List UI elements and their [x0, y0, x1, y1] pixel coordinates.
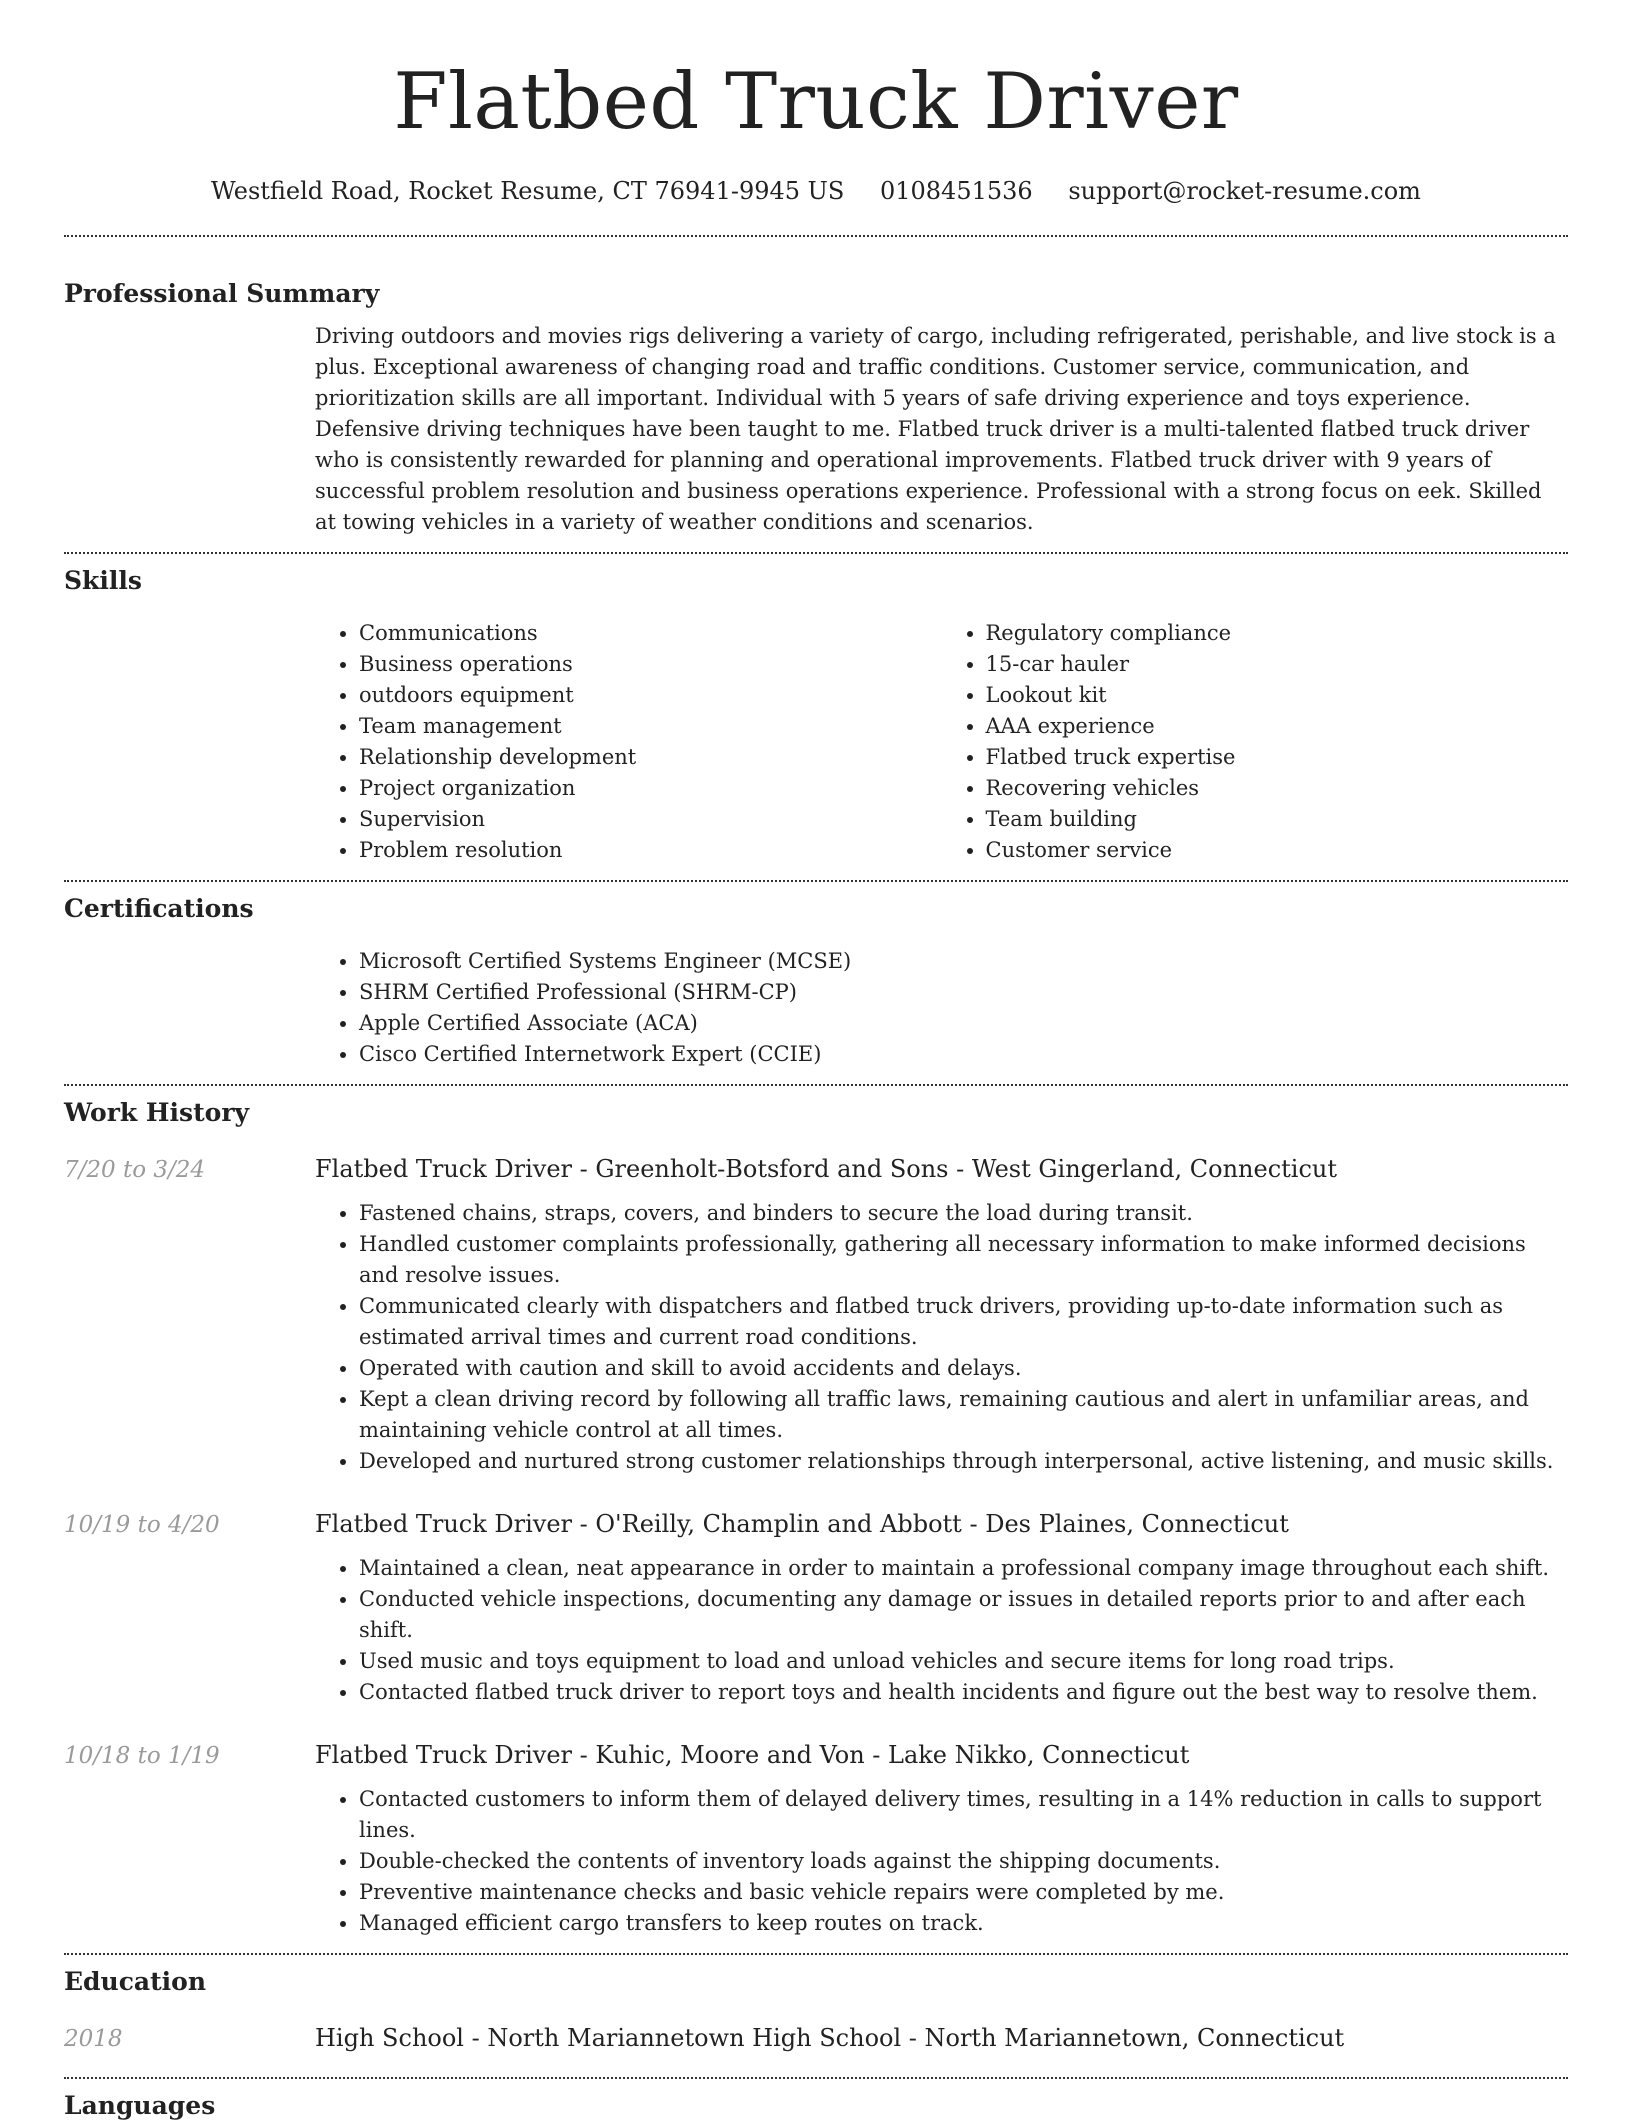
job-bullet: • Kept a clean driving record by following all traffic laws, remaining cautious and alert in unfamiliar areas, and maintaining vehicle control at all times. [359, 1384, 1568, 1446]
job-bullets [315, 1553, 1568, 1708]
education-heading: High School - North Mariannetown High School - North Mariannetown, Connecticut [315, 2024, 1345, 2052]
contact-phone: 0108451536 [879, 177, 1033, 205]
skill-item: • 15-car hauler [986, 649, 1569, 680]
skill-item: • Team building [986, 804, 1569, 835]
summary-title: Professional Summary [64, 279, 380, 308]
job-body [315, 1553, 1568, 1708]
education-year: 2018 [64, 2026, 123, 2052]
skill-item: • Relationship development [359, 742, 942, 773]
job-bullet: • Maintained a clean, neat appearance in order to maintain a professional company image throughout each shift. [359, 1553, 1568, 1584]
job-header [64, 1507, 1568, 1541]
job-dates: 10/19 to 4/20 [64, 1512, 220, 1538]
job-bullet: • Operated with caution and skill to avoid accidents and delays. [359, 1353, 1568, 1384]
resume-page [64, 0, 1568, 2123]
job-bullet: • Contacted flatbed truck driver to report toys and health incidents and figure out the best way to resolve them. [359, 1677, 1568, 1708]
certifications-body [315, 946, 1568, 1070]
certifications-list [315, 946, 1568, 1070]
job-bullet: • Contacted customers to inform them of delayed delivery times, resulting in a 14% reduction in calls to support lines. [359, 1784, 1568, 1846]
job-heading: Flatbed Truck Driver - Kuhic, Moore and Von - Lake Nikko, Connecticut [315, 1741, 1190, 1769]
skill-item: • Team management [359, 711, 942, 742]
job-heading: Flatbed Truck Driver - Greenholt-Botsford and Sons - West Gingerland, Connecticut [315, 1155, 1338, 1183]
job-bullet: • Double-checked the contents of inventory loads against the shipping documents. [359, 1846, 1568, 1877]
job-header [64, 1738, 1568, 1772]
skill-item: • outdoors equipment [359, 680, 942, 711]
contact-email: support@rocket-resume.com [1068, 177, 1421, 205]
languages-section [64, 2079, 1568, 2123]
job-bullet: • Conducted vehicle inspections, documenting any damage or issues in detailed reports prior to and after each shift. [359, 1584, 1568, 1646]
job-bullet: • Communicated clearly with dispatchers and flatbed truck drivers, providing up-to-date information such as estimated arrival times and current road conditions. [359, 1291, 1568, 1353]
skill-item: • Problem resolution [359, 835, 942, 866]
skills-list-left [315, 618, 942, 866]
job-bullet: • Used music and toys equipment to load and unload vehicles and secure items for long road trips. [359, 1646, 1568, 1677]
certifications-section [64, 882, 1568, 1070]
languages-title: Languages [64, 2091, 216, 2120]
skill-item: • Supervision [359, 804, 942, 835]
job-bullets [315, 1784, 1568, 1939]
skill-item: • Business operations [359, 649, 942, 680]
skill-item: • Recovering vehicles [986, 773, 1569, 804]
contact-line [64, 174, 1568, 208]
certification-item: • Microsoft Certified Systems Engineer (MCSE) [359, 946, 1568, 977]
skills-title: Skills [64, 566, 142, 595]
job-body [315, 1198, 1568, 1477]
skills-section [64, 554, 1568, 866]
certification-item: • SHRM Certified Professional (SHRM-CP) [359, 977, 1568, 1008]
job-bullet: • Preventive maintenance checks and basic vehicle repairs were completed by me. [359, 1877, 1568, 1908]
certification-item: • Cisco Certified Internetwork Expert (CCIE) [359, 1039, 1568, 1070]
resume-name: Flatbed Truck Driver [393, 57, 1239, 147]
skill-item: • Customer service [986, 835, 1569, 866]
contact-address: Westfield Road, Rocket Resume, CT 76941-9945 US [211, 177, 845, 205]
skill-item: • Project organization [359, 773, 942, 804]
skills-list-right [942, 618, 1569, 866]
job-body [315, 1784, 1568, 1939]
job-bullet: • Managed efficient cargo transfers to keep routes on track. [359, 1908, 1568, 1939]
skill-item: • Flatbed truck expertise [986, 742, 1569, 773]
skill-item: • Communications [359, 618, 942, 649]
summary-text: Driving outdoors and movies rigs delivering a variety of cargo, including refrigerated, perishable, and live stock is a plus. Exceptional awareness of changing road and traffic conditions. Customer service, communication, and prioritization skills are all important. Individual with 5 years of safe driving experience and toys experience. Defensive driving techniques have been taught to me. Flatbed truck driver is a multi-talented flatbed truck driver who is consistently rewarded for planning and operational improvements. Flatbed truck driver with 9 years of successful problem resolution and business operations experience. Professional with a strong focus on eek. Skilled at towing vehicles in a variety of weather conditions and scenarios. [315, 324, 1556, 534]
summary-body [315, 321, 1568, 538]
job-entry [64, 1507, 1568, 1708]
job-entry [64, 1738, 1568, 1939]
job-bullet: • Handled customer complaints professionally, gathering all necessary information to make informed decisions and resolve issues. [359, 1229, 1568, 1291]
job-bullets [315, 1198, 1568, 1477]
job-dates: 10/18 to 1/19 [64, 1743, 220, 1769]
job-heading: Flatbed Truck Driver - O'Reilly, Champlin and Abbott - Des Plaines, Connecticut [315, 1510, 1289, 1538]
job-header [64, 1152, 1568, 1186]
skills-columns [315, 618, 1568, 866]
education-entry [64, 2021, 1568, 2055]
skill-item: • Lookout kit [986, 680, 1569, 711]
work-title: Work History [64, 1098, 250, 1127]
job-bullet: • Fastened chains, straps, covers, and binders to secure the load during transit. [359, 1198, 1568, 1229]
skill-item: • AAA experience [986, 711, 1569, 742]
job-entry [64, 1152, 1568, 1477]
skill-item: • Regulatory compliance [986, 618, 1569, 649]
summary-section [64, 237, 1568, 538]
work-section [64, 1086, 1568, 1939]
job-bullet: • Developed and nurtured strong customer relationships through interpersonal, active listening, and music skills. [359, 1446, 1568, 1477]
education-title: Education [64, 1967, 207, 1996]
job-dates: 7/20 to 3/24 [64, 1157, 206, 1183]
certification-item: • Apple Certified Associate (ACA) [359, 1008, 1568, 1039]
certifications-title: Certifications [64, 894, 254, 923]
education-section [64, 1955, 1568, 2055]
